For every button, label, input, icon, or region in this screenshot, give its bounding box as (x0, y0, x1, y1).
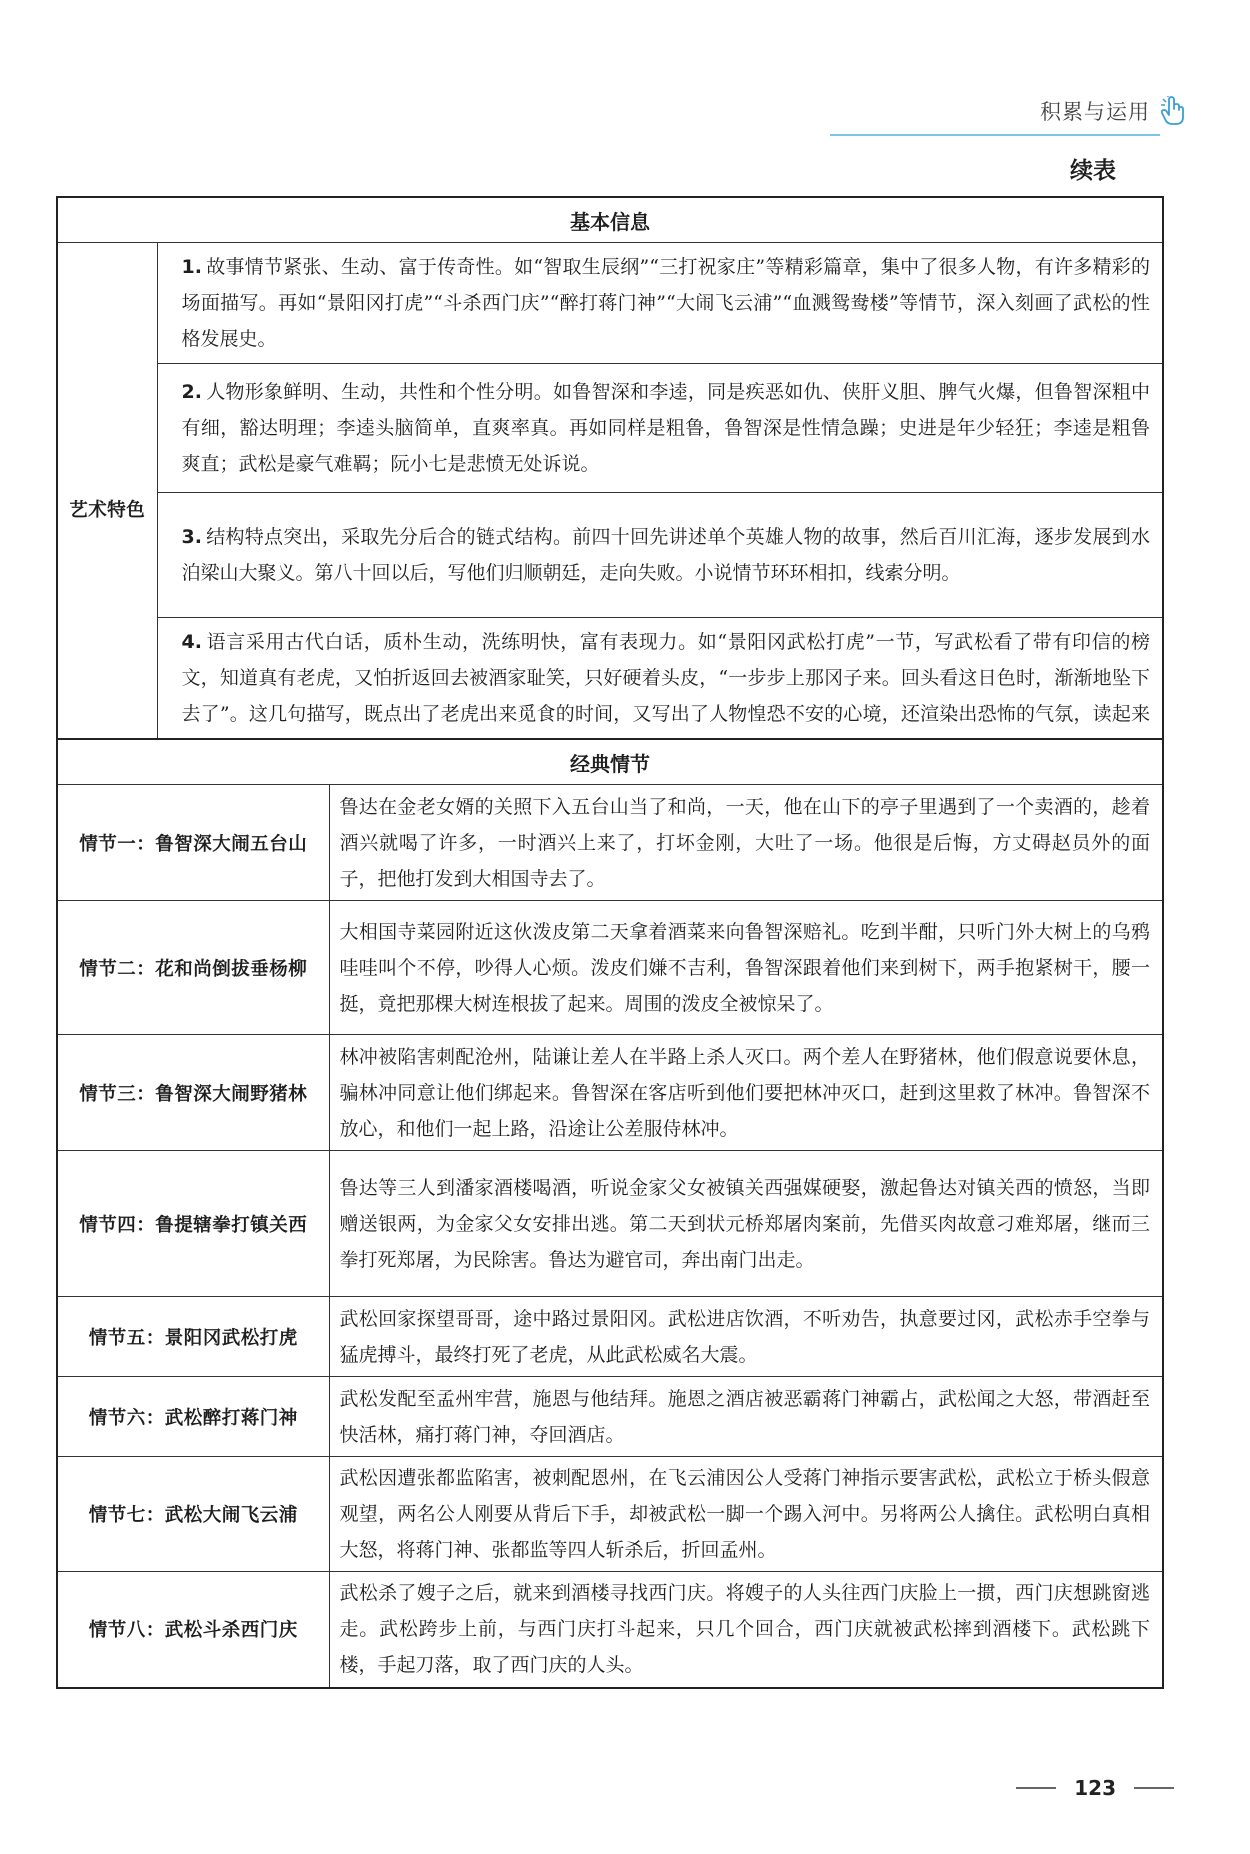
basic-info-table (56, 196, 1164, 776)
table-row (57, 1035, 1163, 1151)
pointing-hand-icon (1160, 96, 1186, 126)
row-label-art-features: 艺术特色 (57, 243, 157, 776)
plot-title: 情节一：鲁智深大闹五台山 (57, 785, 329, 901)
basic-info-heading: 基本信息 (57, 197, 1163, 243)
plot-title: 情节三：鲁智深大闹野猪林 (57, 1035, 329, 1151)
footer-dash (1016, 1787, 1056, 1789)
footer-dash (1134, 1787, 1174, 1789)
continued-label: 续表 (1070, 158, 1116, 184)
plot-summary: 武松因遭张都监陷害，被刺配恩州，在飞云浦因公人受蒋门神指示要害武松，武松立于桥头假意观望，两名公人刚要从背后下手，却被武松一脚一个踢入河中。另将两公人擒住。武松明白真相大怒，将蒋门神、张都监等四人斩杀后，折回孟州。 (329, 1457, 1163, 1572)
plot-summary: 鲁达在金老女婿的关照下入五台山当了和尚，一天，他在山下的亭子里遇到了一个卖酒的，趁着酒兴就喝了许多，一时酒兴上来了，打坏金刚，大吐了一场。他很是后悔，方丈碍赵员外的面子，把他打发到大相国寺去了。 (329, 785, 1163, 901)
plot-title: 情节二：花和尚倒拔垂杨柳 (57, 901, 329, 1035)
page-number: 123 (1074, 1776, 1116, 1800)
table-row (57, 1457, 1163, 1572)
plot-title: 情节四：鲁提辖拳打镇关西 (57, 1151, 329, 1297)
plot-title: 情节八：武松斗杀西门庆 (57, 1572, 329, 1688)
plot-summary: 武松回家探望哥哥，途中路过景阳冈。武松进店饮酒，不听劝告，执意要过冈，武松赤手空拳与猛虎搏斗，最终打死了老虎，从此武松威名大震。 (329, 1297, 1163, 1377)
table-row (57, 785, 1163, 901)
classic-plots-heading: 经典情节 (57, 739, 1163, 785)
plot-summary: 鲁达等三人到潘家酒楼喝酒，听说金家父女被镇关西强媒硬娶，激起鲁达对镇关西的愤怒，当即赠送银两，为金家父女安排出逃。第二天到状元桥郑屠肉案前，先借买肉故意刁难郑屠，继而三拳打死郑屠，为民除害。鲁达为避官司，奔出南门出走。 (329, 1151, 1163, 1297)
plot-title: 情节六：武松醉打蒋门神 (57, 1377, 329, 1457)
classic-plots-table (56, 738, 1164, 1689)
art-feature-item: 4. 语言采用古代白话，质朴生动，洗练明快，富有表现力。如“景阳冈武松打虎”一节，写武松看了带有印信的榜文，知道真有老虎，又怕折返回去被酒家耻笑，只好硬着头皮，“一步步上那冈子来。回头看这日色时，渐渐地坠下去了”。这几句描写，既点出了老虎出来觅食的时间，又写出了人物惶恐不安的心境，还渲染出恐怖的气氛，读起来 (157, 618, 1163, 776)
art-feature-item: 2. 人物形象鲜明、生动，共性和个性分明。如鲁智深和李逵，同是疾恶如仇、侠肝义胆、脾气火爆，但鲁智深粗中有细，豁达明理；李逵头脑简单，直爽率真。再如同样是粗鲁，鲁智深是性情急躁；史进是年少轻狂；李逵是粗鲁爽直；武松是豪气难羁；阮小七是悲愤无处诉说。 (157, 364, 1163, 493)
header-rule (830, 134, 1160, 136)
page-header (1040, 96, 1186, 126)
plot-title: 情节七：武松大闹飞云浦 (57, 1457, 329, 1572)
plot-summary: 武松发配至孟州牢营，施恩与他结拜。施恩之酒店被恶霸蒋门神霸占，武松闻之大怒，带酒赶至快活林，痛打蒋门神，夺回酒店。 (329, 1377, 1163, 1457)
page-footer (1016, 1776, 1174, 1800)
section-title: 积累与运用 (1040, 100, 1150, 124)
plot-title: 情节五：景阳冈武松打虎 (57, 1297, 329, 1377)
table-row (57, 1572, 1163, 1688)
art-feature-item: 3. 结构特点突出，采取先分后合的链式结构。前四十回先讲述单个英雄人物的故事，然后百川汇海，逐步发展到水泊梁山大聚义。第八十回以后，写他们归顺朝廷，走向失败。小说情节环环相扣，线索分明。 (157, 493, 1163, 618)
art-feature-item: 1. 故事情节紧张、生动、富于传奇性。如“智取生辰纲”“三打祝家庄”等精彩篇章，集中了很多人物，有许多精彩的场面描写。再如“景阳冈打虎”“斗杀西门庆”“醉打蒋门神”“大闹飞云浦”“血溅鸳鸯楼”等情节，深入刻画了武松的性格发展史。 (157, 243, 1163, 364)
plot-summary: 大相国寺菜园附近这伙泼皮第二天拿着酒菜来向鲁智深赔礼。吃到半酣，只听门外大树上的乌鸦哇哇叫个不停，吵得人心烦。泼皮们嫌不吉利，鲁智深跟着他们来到树下，两手抱紧树干，腰一挺，竟把那棵大树连根拔了起来。周围的泼皮全被惊呆了。 (329, 901, 1163, 1035)
table-row (57, 1377, 1163, 1457)
table-row (57, 901, 1163, 1035)
plot-summary: 林冲被陷害刺配沧州，陆谦让差人在半路上杀人灭口。两个差人在野猪林，他们假意说要休息，骗林冲同意让他们绑起来。鲁智深在客店听到他们要把林冲灭口，赶到这里救了林冲。鲁智深不放心，和他们一起上路，沿途让公差服侍林冲。 (329, 1035, 1163, 1151)
plot-summary: 武松杀了嫂子之后，就来到酒楼寻找西门庆。将嫂子的人头往西门庆脸上一掼，西门庆想跳窗逃走。武松跨步上前，与西门庆打斗起来，只几个回合，西门庆就被武松摔到酒楼下。武松跳下楼，手起刀落，取了西门庆的人头。 (329, 1572, 1163, 1688)
table-row (57, 1297, 1163, 1377)
table-row (57, 1151, 1163, 1297)
